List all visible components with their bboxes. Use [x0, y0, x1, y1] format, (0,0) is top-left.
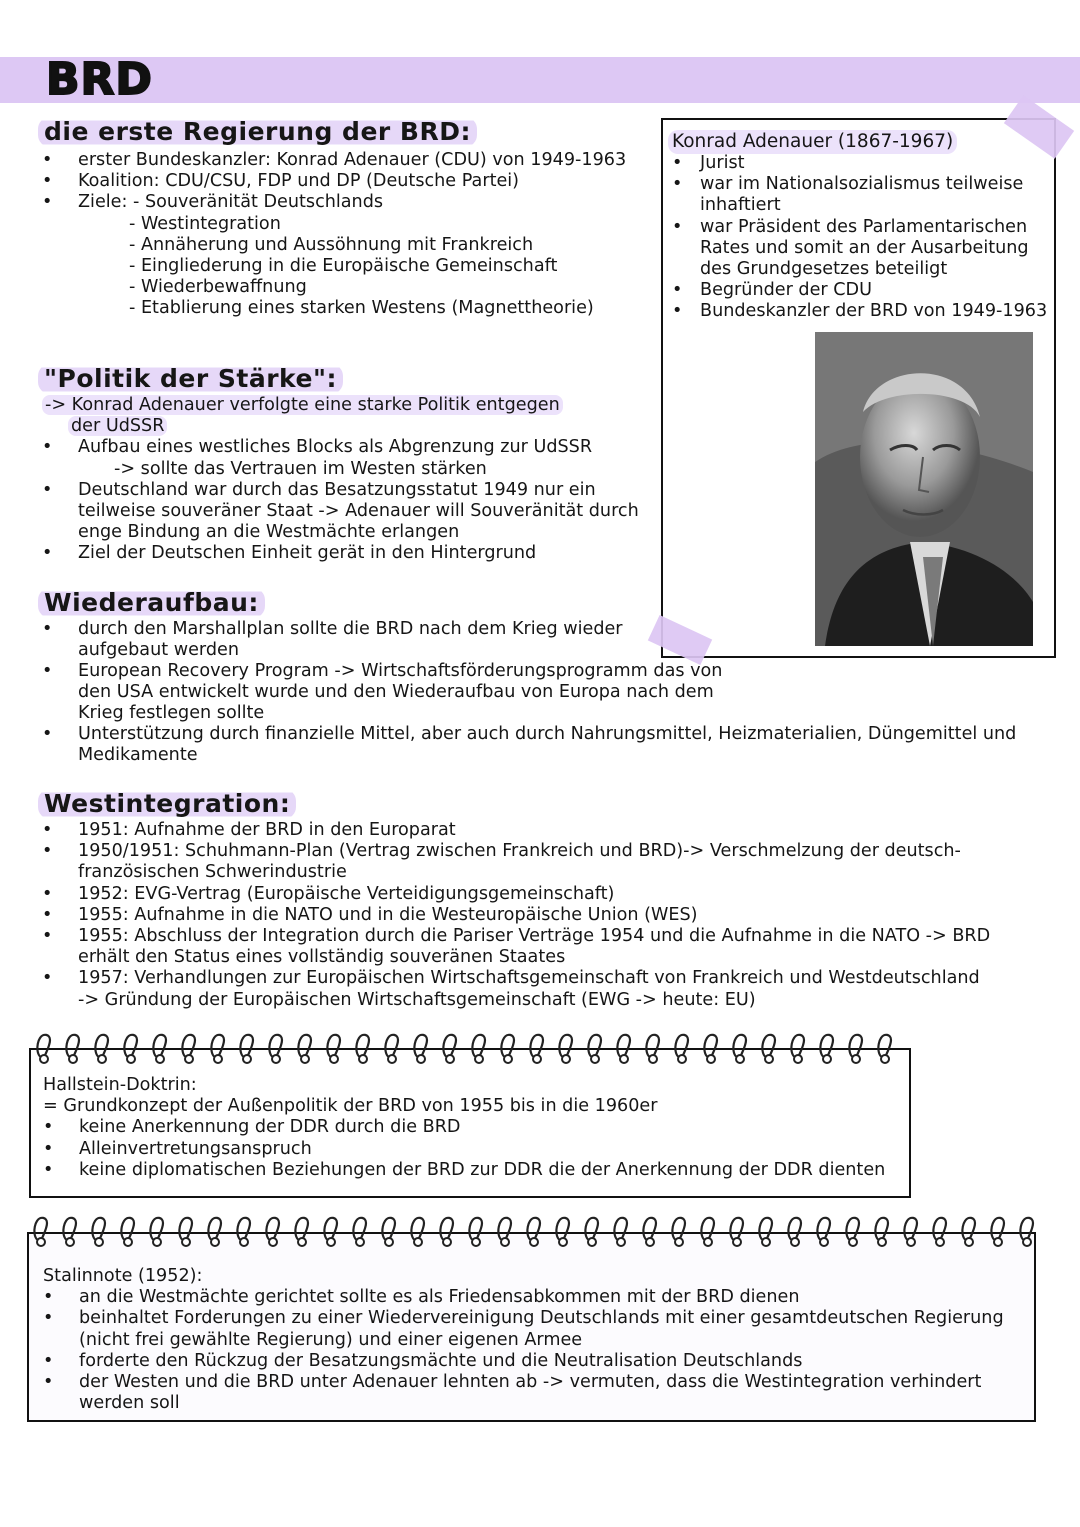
section-wiederaufbau-list-2 [42, 661, 742, 725]
list-item: • Jurist [668, 153, 1048, 174]
spiral-ring-icon [349, 1032, 378, 1066]
spiral-ring-icon [259, 1215, 288, 1249]
spiral-ring-icon [404, 1215, 433, 1249]
spiral-ring-icon [581, 1032, 610, 1066]
spiral-ring-icon [839, 1215, 868, 1249]
intro-line: der UdSSR [68, 416, 167, 436]
goal-item: - Wiederbewaffnung [129, 277, 307, 298]
spiral-ring-icon [407, 1032, 436, 1066]
spiral-ring-icon [233, 1032, 262, 1066]
list-item-text: -> Gründung der Europäischen Wirtschaftsgemeinschaft (EWG -> heute: EU) [78, 989, 756, 1010]
spiral-ring-icon [665, 1215, 694, 1249]
spiral-ring-icon [810, 1215, 839, 1249]
section-heading-government: die erste Regierung der BRD: [38, 117, 477, 147]
spiral-ring-icon [204, 1032, 233, 1066]
spiral-ring-icon [465, 1032, 494, 1066]
spiral-ring-icon [56, 1215, 85, 1249]
spiral-ring-icon [697, 1032, 726, 1066]
spiral-ring-icon [27, 1215, 56, 1249]
list-item: • Koalition: CDU/CSU, FDP und DP (Deutsche Partei) [42, 171, 652, 192]
list-item: • keine diplomatischen Beziehungen der BRD zur DDR die der Anerkennung der DDR dienten [43, 1160, 903, 1181]
note-stalinnote-content [43, 1266, 1028, 1414]
spiral-binding [30, 1032, 900, 1066]
spiral-ring-icon [639, 1032, 668, 1066]
list-item: • durch den Marshallplan sollte die BRD nach dem Krieg wieder aufgebaut werden [42, 619, 642, 661]
list-item: • 1950/1951: Schuhmann-Plan (Vertrag zwischen Frankreich und BRD)-> Verschmelzung der deutsch-französischen Schwerindustrie [42, 841, 978, 883]
spiral-ring-icon [378, 1032, 407, 1066]
section-heading-politik: "Politik der Stärke": [38, 364, 343, 394]
list-item: • Bundeskanzler der BRD von 1949-1963 [668, 301, 1048, 322]
list-item: • beinhaltet Forderungen zu einer Wiedervereinigung Deutschlands mit einer gesamtdeutschen Regierung (nicht frei gewählte Regierung) und einer eigenen Armee [43, 1308, 1028, 1350]
list-item: • an die Westmächte gerichtet sollte es als Friedensabkommen mit der BRD dienen [43, 1287, 1028, 1308]
spiral-ring-icon [320, 1032, 349, 1066]
list-item-text: Aufbau eines westliches Blocks als Abgrenzung zur UdSSR [78, 437, 593, 458]
spiral-ring-icon [784, 1032, 813, 1066]
spiral-ring-icon [610, 1032, 639, 1066]
section-westintegration-list [42, 820, 1042, 1011]
list-item: • Unterstützung durch finanzielle Mittel, aber auch durch Nahrungsmittel, Heizmaterialien, Düngemittel und Medikamente [42, 724, 1042, 766]
goal-item: - Westintegration [129, 213, 281, 234]
spiral-binding [27, 1215, 1042, 1249]
spiral-ring-icon [842, 1032, 871, 1066]
spiral-ring-icon [491, 1215, 520, 1249]
list-item: • forderte den Rückzug der Besatzungsmächte und die Neutralisation Deutschlands [43, 1351, 1028, 1372]
sub-item: -> sollte das Vertrauen im Westen stärken [114, 458, 487, 479]
spiral-ring-icon [433, 1215, 462, 1249]
intro-line: -> Konrad Adenauer verfolgte eine starke Politik entgegen [42, 395, 563, 415]
list-item: • 1955: Abschluss der Integration durch die Pariser Verträge 1954 und die Aufnahme in die NATO -> BRD erhält den Status eines vollständig souveränen Staates [42, 926, 1023, 968]
spiral-ring-icon [1013, 1215, 1042, 1249]
note-title: Hallstein-Doktrin: [43, 1075, 197, 1095]
spiral-ring-icon [117, 1032, 146, 1066]
spiral-ring-icon [146, 1032, 175, 1066]
list-item: • war Präsident des Parlamentarischen Rates und somit an der Ausarbeitung des Grundgesetzes beteiligt [668, 217, 1048, 281]
spiral-ring-icon [143, 1215, 172, 1249]
section-wiederaufbau-list [42, 619, 642, 661]
list-item: • 1952: EVG-Vertrag (Europäische Verteidigungsgemeinschaft) [42, 884, 1042, 905]
spiral-ring-icon [897, 1215, 926, 1249]
spiral-ring-icon [955, 1215, 984, 1249]
spiral-ring-icon [755, 1032, 784, 1066]
spiral-ring-icon [175, 1032, 204, 1066]
list-item: • European Recovery Program -> Wirtschaftsförderungsprogramm das von den USA entwickelt wurde und den Wiederaufbau von Europa nach dem Krieg festlegen sollte [42, 661, 742, 725]
spiral-ring-icon [523, 1032, 552, 1066]
spiral-ring-icon [868, 1215, 897, 1249]
goal-item: - Etablierung eines starken Westens (Magnettheorie) [129, 298, 594, 319]
list-item: • Alleinvertretungsanspruch [43, 1139, 903, 1160]
list-item: • Ziele: - Souveränität Deutschlands [42, 192, 652, 213]
list-item: • 1955: Aufnahme in die NATO und in die Westeuropäische Union (WES) [42, 905, 1042, 926]
spiral-ring-icon [172, 1215, 201, 1249]
spiral-ring-icon [752, 1215, 781, 1249]
section-politik-list [42, 395, 642, 565]
list-item: • erster Bundeskanzler: Konrad Adenauer (CDU) von 1949-1963 [42, 150, 652, 171]
list-item: • 1951: Aufnahme der BRD in den Europarat [42, 820, 1042, 841]
spiral-ring-icon [549, 1215, 578, 1249]
spiral-ring-icon [871, 1032, 900, 1066]
list-item: • Begründer der CDU [668, 280, 1048, 301]
page-title: BRD [46, 54, 153, 105]
spiral-ring-icon [813, 1032, 842, 1066]
spiral-ring-icon [694, 1215, 723, 1249]
spiral-ring-icon [59, 1032, 88, 1066]
goal-item: - Eingliederung in die Europäische Gemeinschaft [129, 256, 558, 277]
note-hallstein-content [43, 1075, 903, 1181]
spiral-ring-icon [436, 1032, 465, 1066]
goal-item: - Annäherung und Aussöhnung mit Frankreich [129, 234, 534, 255]
spiral-ring-icon [85, 1215, 114, 1249]
section-heading-wiederaufbau: Wiederaufbau: [38, 588, 265, 618]
spiral-ring-icon [262, 1032, 291, 1066]
spiral-ring-icon [607, 1215, 636, 1249]
spiral-ring-icon [230, 1215, 259, 1249]
spiral-ring-icon [291, 1032, 320, 1066]
note-line: = Grundkonzept der Außenpolitik der BRD von 1955 bis in die 1960er [43, 1096, 658, 1117]
spiral-ring-icon [201, 1215, 230, 1249]
spiral-ring-icon [114, 1215, 143, 1249]
note-title: Stalinnote (1952): [43, 1266, 203, 1286]
section-government-list [42, 150, 652, 320]
spiral-ring-icon [723, 1215, 752, 1249]
adenauer-portrait-photo [815, 332, 1033, 646]
spiral-ring-icon [462, 1215, 491, 1249]
card-title: Konrad Adenauer (1867-1967) [668, 130, 957, 154]
spiral-ring-icon [88, 1032, 117, 1066]
section-heading-westintegration: Westintegration: [38, 789, 296, 819]
spiral-ring-icon [520, 1215, 549, 1249]
spiral-ring-icon [288, 1215, 317, 1249]
list-item: • war im Nationalsozialismus teilweise inhaftiert [668, 174, 1048, 216]
spiral-ring-icon [926, 1215, 955, 1249]
title-band [0, 57, 1080, 103]
card-list [668, 153, 1048, 323]
list-item-text: • 1957: Verhandlungen zur Europäischen Wirtschaftsgemeinschaft von Frankreich und Westdeutschland [78, 968, 980, 989]
section-wiederaufbau-list-3 [42, 724, 1042, 766]
spiral-ring-icon [317, 1215, 346, 1249]
spiral-ring-icon [494, 1032, 523, 1066]
spiral-ring-icon [984, 1215, 1013, 1249]
list-item: • Deutschland war durch das Besatzungsstatut 1949 nur ein teilweise souveräner Staat -> Adenauer will Souveränität durch enge Bindung an die Westmächte erlangen [42, 480, 642, 544]
spiral-ring-icon [30, 1032, 59, 1066]
spiral-ring-icon [375, 1215, 404, 1249]
spiral-ring-icon [726, 1032, 755, 1066]
spiral-ring-icon [578, 1215, 607, 1249]
list-item: • der Westen und die BRD unter Adenauer lehnten ab -> vermuten, dass die Westintegration verhindert werden soll [43, 1372, 1028, 1414]
list-item [42, 968, 1042, 1010]
spiral-ring-icon [552, 1032, 581, 1066]
list-item: • Ziel der Deutschen Einheit gerät in den Hintergrund [42, 543, 642, 564]
spiral-ring-icon [346, 1215, 375, 1249]
spiral-ring-icon [636, 1215, 665, 1249]
list-item: • keine Anerkennung der DDR durch die BRD [43, 1117, 903, 1138]
spiral-ring-icon [668, 1032, 697, 1066]
list-item [42, 437, 642, 458]
goals-list [42, 214, 652, 320]
spiral-ring-icon [781, 1215, 810, 1249]
